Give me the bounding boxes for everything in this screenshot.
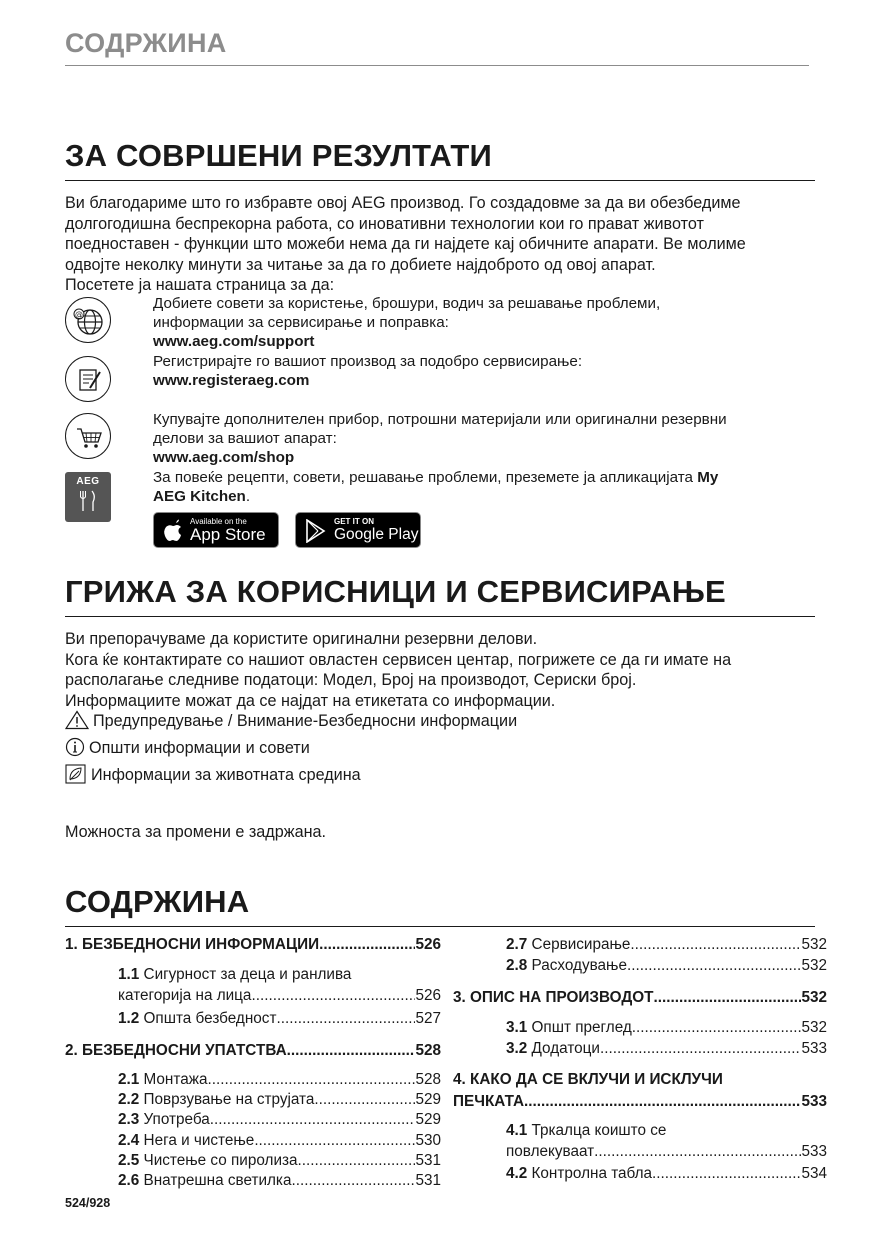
google-play-small-label: GET IT ON (334, 517, 374, 526)
shop-line1: Купувајте дополнителен прибор, потрошни материјали или оригинални резервни (153, 411, 727, 428)
support-line2: информации за сервисирање и поправка: (153, 314, 449, 332)
intro-paragraph (65, 193, 815, 296)
register-line1: Регистрирајте го вашиот производ за подобро сервисирање: (153, 352, 583, 370)
aeg-icon-label: AEG (76, 476, 100, 487)
leaf-icon (65, 764, 87, 784)
toc-entry[interactable]: 4.2 Контролна табла ..... 534 (453, 1165, 827, 1183)
perfect-results-title: ЗА СОВРШЕНИ РЕЗУЛТАТИ (65, 138, 815, 181)
page-number: 524/928 (65, 1196, 111, 1210)
app-store-button[interactable] (153, 512, 279, 548)
customer-care-line: Кога ќе контактирате со нашиот овластен сервисен центар, погрижете се да ги имате на (65, 650, 732, 669)
toc-entry[interactable]: 4.1 Тркалца коишто се повлекуваат ..... 533 (453, 1122, 827, 1161)
app-store-big-label: App Store (190, 525, 266, 544)
toc-entry[interactable]: 1. БЕЗБЕДНОСНИ ИНФОРМАЦИИ ..... 526 (65, 936, 441, 954)
intro-line: Посетете ја нашата страница за да: (65, 276, 335, 294)
info-circle-icon (65, 737, 85, 757)
app-store-small-label: Available on the (190, 517, 247, 526)
changes-notice: Можноста за промени е задржана. (65, 823, 327, 841)
apple-icon (163, 519, 183, 543)
google-play-icon (305, 519, 327, 543)
toc-entry[interactable]: 3.2 Додатоци ..... 533 (453, 1040, 827, 1058)
legend-warning (65, 710, 517, 731)
svg-text:@: @ (75, 310, 83, 319)
toc-entry[interactable]: 2.5 Чистење со пиролиза ..... 531 (65, 1152, 441, 1170)
toc-section (65, 884, 815, 927)
shop-link[interactable]: www.aeg.com/shop (153, 449, 295, 467)
register-link[interactable]: www.registeraeg.com (153, 371, 310, 389)
intro-line: поедноставен - функции што можеби нема да ги најдете кај обичните апарати. Ве молиме (65, 235, 746, 253)
google-play-big-label: Google Play (334, 526, 419, 543)
toc-entry[interactable]: 1.2 Општа безбедност ..... 527 (65, 1010, 441, 1028)
toc-entry[interactable]: 2.8 Расходување ..... 532 (453, 957, 827, 975)
legend-environment (65, 764, 361, 785)
legend-warning-text: Предупредување / Внимание-Безбедносни информации (93, 712, 518, 730)
support-link[interactable]: www.aeg.com/support (153, 333, 315, 351)
shop-line2: делови за вашиот апарат: (153, 430, 337, 448)
legend-info-text: Општи информации и совети (89, 739, 310, 757)
intro-line: долгогодишна беспрекорна работа, со иновативни технологии кои го прават животот (65, 214, 704, 233)
intro-line: Ви благодариме што го избравте овој AEG производ. Го создадовме за да ви обезбедиме (65, 194, 741, 212)
visit-list (65, 292, 815, 552)
toc-entry[interactable]: 2.6 Внатрешна светилка ..... 531 (65, 1172, 441, 1190)
customer-care-section (65, 574, 815, 844)
toc-entry[interactable]: 2.4 Нега и чистење ..... 530 (65, 1132, 441, 1150)
toc-entry[interactable]: 2.2 Поврзување на струјата ..... 529 (65, 1091, 441, 1109)
toc-entry[interactable]: 3.1 Општ преглед ..... 532 (453, 1019, 827, 1037)
toc-right-column (453, 936, 827, 1196)
customer-care-line: Информациите можат да се најдат на етикетата со информации. (65, 691, 556, 710)
toc-entry[interactable]: 1.1 Сигурност за деца и ранлива категорија на лица ..... 526 (65, 966, 441, 1005)
toc-title: СОДРЖИНА (65, 884, 815, 927)
toc-entry[interactable]: 4. КАКО ДА СЕ ВКЛУЧИ И ИСКЛУЧИ ПЕЧКАТА ..... 533 (453, 1071, 827, 1111)
perfect-results-section (65, 138, 815, 296)
kitchen-app-suffix: . (245, 487, 251, 505)
globe-at-icon (65, 297, 111, 343)
kitchen-app-line1: За повеќе рецепти, совети, решавање проблеми, преземете ја апликацијата (153, 468, 693, 486)
running-head: СОДРЖИНА (65, 28, 809, 66)
google-play-button[interactable] (295, 512, 421, 548)
customer-care-title: ГРИЖА ЗА КОРИСНИЦИ И СЕРВИСИРАЊЕ (65, 574, 815, 617)
shop-text (153, 410, 727, 506)
customer-care-paragraph (65, 629, 815, 711)
aeg-app-icon (65, 472, 111, 522)
toc-entry[interactable]: 2.3 Употреба ..... 529 (65, 1111, 441, 1129)
intro-line: одвојте неколку минути за читање за да го добиете најдоброто од овој апарат. (65, 255, 656, 274)
register-form-icon (65, 356, 111, 402)
legend-info (65, 737, 310, 758)
toc-entry[interactable]: 3. ОПИС НА ПРОИЗВОДОТ ..... 532 (453, 989, 827, 1007)
support-line1: Добиете совети за користење, брошури, водич за решавање проблеми, (153, 295, 661, 312)
toc-entry[interactable]: 2.7 Сервисирање ..... 532 (453, 936, 827, 954)
toc-left-column (65, 936, 441, 1196)
toc-entry[interactable]: 2.1 Монтажа ..... 528 (65, 1071, 441, 1089)
customer-care-line: располагање следниве податоци: Модел, Број на производот, Сериски број. (65, 671, 637, 689)
shopping-cart-icon (65, 413, 111, 459)
support-text (153, 294, 660, 390)
fork-knife-icon (65, 487, 111, 517)
customer-care-line: Ви препорачуваме да користите оригинални резервни делови. (65, 630, 538, 648)
kitchen-app-bold1: My (697, 468, 719, 486)
warning-triangle-icon (65, 710, 89, 730)
kitchen-app-bold2: AEG Kitchen (153, 487, 246, 505)
toc-entry[interactable]: 2. БЕЗБЕДНОСНИ УПАТСТВА ..... 528 (65, 1042, 441, 1060)
legend-environment-text: Информации за животната средина (91, 766, 361, 784)
